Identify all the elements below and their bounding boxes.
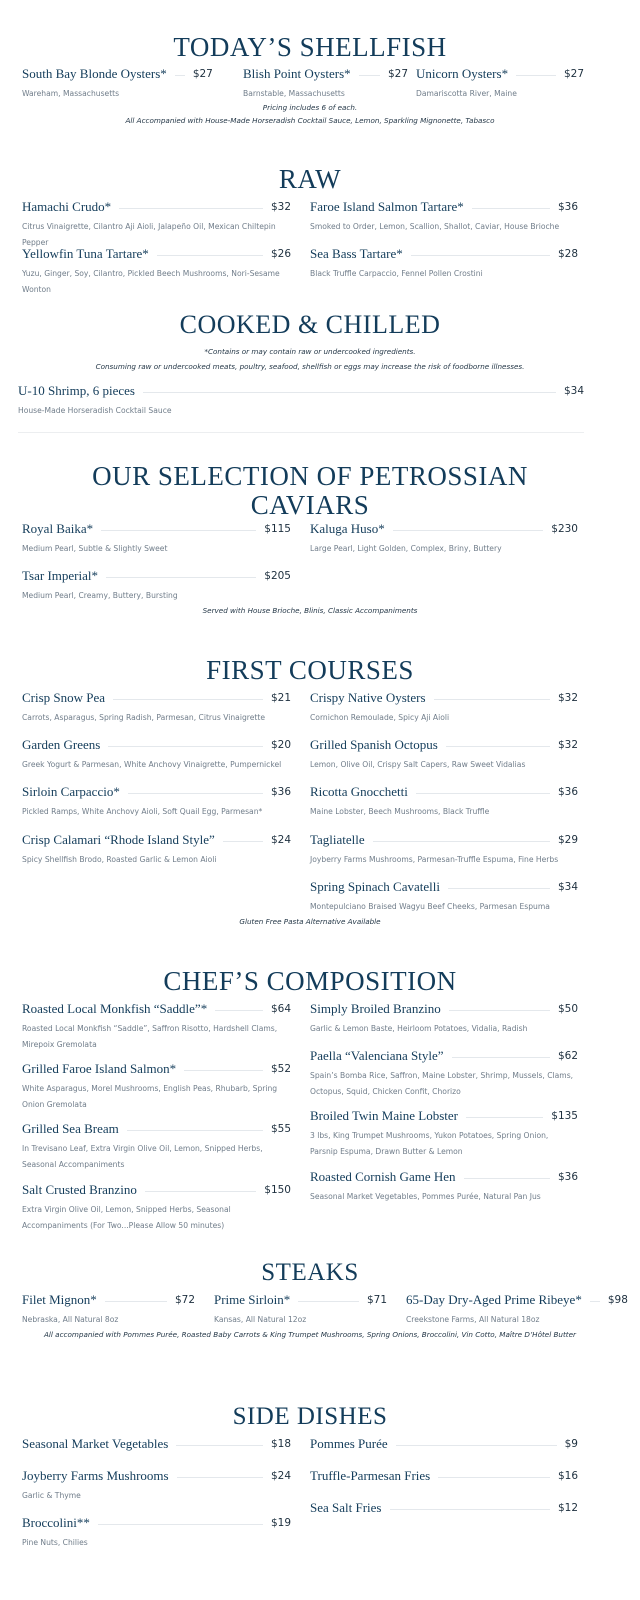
menu-item[interactable] bbox=[22, 737, 291, 773]
item-name: Truffle-Parmesan Fries bbox=[310, 1468, 431, 1483]
item-description: Yuzu, Ginger, Soy, Cilantro, Pickled Beech Mushrooms, Nori-Sesame Wonton bbox=[22, 269, 280, 294]
leader-dots bbox=[128, 793, 263, 794]
item-description: Carrots, Asparagus, Spring Radish, Parmesan, Citrus Vinaigrette bbox=[22, 713, 266, 722]
menu-item[interactable] bbox=[22, 784, 291, 820]
title-line: OUR SELECTION OF PETROSSIAN bbox=[92, 461, 528, 491]
item-name: 65-Day Dry-Aged Prime Ribeye* bbox=[406, 1292, 582, 1307]
item-description: Kansas, All Natural 12oz bbox=[214, 1315, 307, 1324]
item-name: South Bay Blonde Oysters* bbox=[22, 66, 167, 81]
item-description: Barnstable, Massachusetts bbox=[243, 89, 345, 98]
leader-dots bbox=[516, 75, 556, 76]
item-price: $24 bbox=[270, 1470, 291, 1482]
item-name: U-10 Shrimp, 6 pieces bbox=[18, 383, 135, 398]
section-title-first-courses: FIRST COURSES bbox=[206, 655, 414, 685]
item-price: $50 bbox=[557, 1003, 578, 1015]
accompaniment-note: All Accompanied with House-Made Horseradish Cocktail Sauce, Lemon, Sparkling Mignonette, Tabasco bbox=[125, 116, 495, 125]
item-name: Spring Spinach Cavatelli bbox=[310, 879, 440, 894]
leader-dots bbox=[452, 1057, 550, 1058]
item-description: Garlic & Thyme bbox=[22, 1491, 81, 1500]
item-price: $29 bbox=[557, 834, 578, 846]
menu-item[interactable] bbox=[310, 521, 578, 557]
item-description: In Trevisano Leaf, Extra Virgin Olive Oil, Lemon, Snipped Herbs, Seasonal Accompaniments bbox=[22, 1144, 263, 1169]
item-price: $12 bbox=[557, 1502, 578, 1514]
item-description: Maine Lobster, Beech Mushrooms, Black Truffle bbox=[310, 807, 490, 816]
menu-item[interactable] bbox=[22, 66, 213, 102]
menu-item[interactable] bbox=[310, 737, 578, 773]
item-name: Grilled Sea Bream bbox=[22, 1121, 119, 1136]
item-name: Prime Sirloin* bbox=[214, 1292, 291, 1307]
item-name: Sea Bass Tartare* bbox=[310, 246, 403, 261]
menu-item[interactable] bbox=[22, 1292, 195, 1328]
item-name: Hamachi Crudo* bbox=[22, 199, 112, 214]
leader-dots bbox=[223, 841, 263, 842]
item-description: Cornichon Remoulade, Spicy Aji Aioli bbox=[310, 713, 450, 722]
menu-item[interactable] bbox=[310, 1048, 578, 1100]
item-description: Medium Pearl, Subtle & Slightly Sweet bbox=[22, 544, 168, 553]
item-name: Broiled Twin Maine Lobster bbox=[310, 1108, 458, 1123]
item-description: Lemon, Olive Oil, Crispy Salt Capers, Raw Sweet Vidalias bbox=[310, 760, 526, 769]
menu-item[interactable] bbox=[416, 66, 584, 102]
steak-accompaniment-note: All accompanied with Pommes Purée, Roasted Baby Carrots & King Trumpet Mushrooms, Spring Onions, Broccolini, Vin Cotto, Maître D’Hôtel Butter bbox=[43, 1330, 577, 1339]
item-price: $36 bbox=[557, 201, 578, 213]
item-description: Black Truffle Carpaccio, Fennel Pollen Crostini bbox=[310, 269, 483, 278]
item-price: $36 bbox=[557, 1171, 578, 1183]
leader-dots bbox=[145, 1191, 256, 1192]
item-price: $135 bbox=[551, 1110, 578, 1122]
item-price: $36 bbox=[270, 786, 291, 798]
item-name: Crisp Snow Pea bbox=[22, 690, 106, 705]
item-description: Large Pearl, Light Golden, Complex, Briny, Buttery bbox=[310, 544, 502, 553]
menu-item[interactable] bbox=[22, 568, 291, 604]
item-description: Greek Yogurt & Parmesan, White Anchovy Vinaigrette, Pumpernickel bbox=[22, 760, 282, 769]
item-name: Tsar Imperial* bbox=[22, 568, 98, 583]
item-description: Montepulciano Braised Wagyu Beef Cheeks, Parmesan Espuma bbox=[310, 902, 550, 911]
leader-dots bbox=[396, 1445, 557, 1446]
item-price: $205 bbox=[264, 570, 291, 582]
menu-item[interactable] bbox=[22, 832, 291, 868]
menu-item[interactable] bbox=[22, 1468, 291, 1504]
leader-dots bbox=[119, 208, 263, 209]
item-description: White Asparagus, Morel Mushrooms, English Peas, Rhubarb, Spring Onion Gremolata bbox=[22, 1084, 278, 1109]
section-title-caviars bbox=[0, 462, 620, 519]
leader-dots bbox=[446, 746, 550, 747]
item-description: Spain’s Bomba Rice, Saffron, Maine Lobster, Shrimp, Mussels, Clams, Octopus, Squid, Chicken Confit, Chorizo bbox=[310, 1071, 574, 1096]
item-name: Royal Baika* bbox=[22, 521, 94, 536]
leader-dots bbox=[464, 1178, 550, 1179]
item-name: Grilled Spanish Octopus bbox=[310, 737, 438, 752]
item-name: Salt Crusted Branzino bbox=[22, 1182, 137, 1197]
item-price: $16 bbox=[557, 1470, 578, 1482]
item-name: Simply Broiled Branzino bbox=[310, 1001, 441, 1016]
item-price: $20 bbox=[270, 739, 291, 751]
menu-item[interactable] bbox=[22, 1436, 291, 1452]
item-description: Smoked to Order, Lemon, Scallion, Shallot, Caviar, House Brioche bbox=[310, 222, 560, 231]
item-price: $26 bbox=[270, 248, 291, 260]
item-price: $115 bbox=[264, 523, 291, 535]
menu-item[interactable] bbox=[214, 1292, 387, 1328]
item-price: $24 bbox=[270, 834, 291, 846]
item-description: House-Made Horseradish Cocktail Sauce bbox=[18, 406, 172, 415]
section-title-shellfish: TODAY’S SHELLFISH bbox=[173, 32, 447, 62]
item-name: Faroe Island Salmon Tartare* bbox=[310, 199, 464, 214]
menu-item[interactable] bbox=[310, 879, 578, 915]
item-name: Pommes Purée bbox=[310, 1436, 388, 1451]
item-name: Kaluga Huso* bbox=[310, 521, 385, 536]
item-name: Crisp Calamari “Rhode Island Style” bbox=[22, 832, 215, 847]
menu-item[interactable] bbox=[310, 199, 578, 235]
section-title-steaks: STEAKS bbox=[261, 1259, 359, 1286]
item-name: Yellowfin Tuna Tartare* bbox=[22, 246, 149, 261]
menu-item[interactable] bbox=[22, 521, 291, 557]
item-name: Tagliatelle bbox=[310, 832, 365, 847]
gluten-free-note: Gluten Free Pasta Alternative Available bbox=[239, 917, 381, 926]
section-title-raw: RAW bbox=[278, 164, 342, 194]
item-name: Garden Greens bbox=[22, 737, 101, 752]
item-name: Seasonal Market Vegetables bbox=[22, 1436, 169, 1451]
caviar-note: Served with House Brioche, Blinis, Classic Accompaniments bbox=[202, 606, 418, 615]
leader-dots bbox=[438, 1477, 550, 1478]
menu-item[interactable] bbox=[310, 246, 578, 282]
leader-dots bbox=[472, 208, 550, 209]
menu-item[interactable] bbox=[310, 1108, 578, 1160]
item-price: $19 bbox=[270, 1517, 291, 1529]
item-price: $34 bbox=[557, 881, 578, 893]
item-name: Filet Mignon* bbox=[22, 1292, 97, 1307]
section-title-side-dishes: SIDE DISHES bbox=[232, 1403, 388, 1430]
raw-ingredients-note: *Contains or may contain raw or undercooked ingredients. bbox=[204, 347, 416, 356]
leader-dots bbox=[466, 1117, 543, 1118]
leader-dots bbox=[127, 1130, 263, 1131]
menu-item[interactable] bbox=[18, 383, 584, 419]
leader-dots bbox=[105, 1301, 167, 1302]
leader-dots bbox=[157, 255, 263, 256]
menu-item[interactable] bbox=[22, 1001, 291, 1053]
item-price: $150 bbox=[264, 1184, 291, 1196]
pricing-note: Pricing includes 6 of each. bbox=[262, 103, 358, 112]
item-name: Joyberry Farms Mushrooms bbox=[22, 1468, 169, 1483]
leader-dots bbox=[143, 392, 556, 393]
item-price: $18 bbox=[270, 1438, 291, 1450]
section-title-chefs-composition: CHEF’S COMPOSITION bbox=[163, 966, 457, 996]
item-price: $230 bbox=[551, 523, 578, 535]
menu-item[interactable] bbox=[406, 1292, 628, 1328]
leader-dots bbox=[393, 530, 544, 531]
item-price: $72 bbox=[174, 1294, 195, 1306]
item-name: Broccolini** bbox=[22, 1515, 90, 1530]
leader-dots bbox=[298, 1301, 359, 1302]
menu-item[interactable] bbox=[22, 1515, 291, 1551]
menu-item[interactable] bbox=[22, 1121, 291, 1173]
leader-dots bbox=[98, 1524, 263, 1525]
leader-dots bbox=[106, 577, 256, 578]
leader-dots bbox=[449, 1010, 550, 1011]
item-price: $52 bbox=[270, 1063, 291, 1075]
menu-item[interactable] bbox=[310, 832, 578, 868]
item-price: $71 bbox=[366, 1294, 387, 1306]
item-description: Seasonal Market Vegetables, Pommes Purée, Natural Pan Jus bbox=[310, 1192, 541, 1201]
item-name: Blish Point Oysters* bbox=[243, 66, 351, 81]
item-name: Roasted Cornish Game Hen bbox=[310, 1169, 456, 1184]
leader-dots bbox=[359, 75, 380, 76]
leader-dots bbox=[434, 699, 550, 700]
item-name: Grilled Faroe Island Salmon* bbox=[22, 1061, 177, 1076]
item-description: Pine Nuts, Chilies bbox=[22, 1538, 88, 1547]
item-description: Extra Virgin Olive Oil, Lemon, Snipped Herbs, Seasonal Accompaniments (For Two...Please Allow 50 minutes) bbox=[22, 1205, 231, 1230]
title-line: CAVIARS bbox=[250, 490, 370, 520]
item-description: Joyberry Farms Mushrooms, Parmesan-Truffle Espuma, Fine Herbs bbox=[310, 855, 559, 864]
menu-item[interactable] bbox=[310, 784, 578, 820]
menu-item[interactable] bbox=[310, 1468, 578, 1484]
item-description: Wareham, Massachusetts bbox=[22, 89, 120, 98]
section-divider bbox=[18, 432, 584, 433]
section-title-cooked-chilled: COOKED & CHILLED bbox=[179, 310, 441, 339]
item-description: Creekstone Farms, All Natural 18oz bbox=[406, 1315, 540, 1324]
foodborne-illness-note: Consuming raw or undercooked meats, poultry, seafood, shellfish or eggs may increase the risk of foodborne illnesses. bbox=[95, 362, 525, 371]
item-description: Medium Pearl, Creamy, Buttery, Bursting bbox=[22, 591, 178, 600]
item-price: $32 bbox=[557, 739, 578, 751]
item-description: Garlic & Lemon Baste, Heirloom Potatoes, Vidalia, Radish bbox=[310, 1024, 528, 1033]
leader-dots bbox=[101, 530, 256, 531]
item-price: $27 bbox=[192, 68, 213, 80]
item-description: Citrus Vinaigrette, Cilantro Aji Aioli, Jalapeño Oil, Mexican Chiltepin Pepper bbox=[22, 222, 276, 247]
item-description: Pickled Ramps, White Anchovy Aioli, Soft Quail Egg, Parmesan* bbox=[22, 807, 263, 816]
leader-dots bbox=[390, 1509, 550, 1510]
menu-item[interactable] bbox=[310, 1169, 578, 1205]
item-price: $21 bbox=[270, 692, 291, 704]
item-price: $62 bbox=[557, 1050, 578, 1062]
item-price: $64 bbox=[270, 1003, 291, 1015]
item-price: $9 bbox=[564, 1438, 578, 1450]
item-price: $98 bbox=[607, 1294, 628, 1306]
item-name: Ricotta Gnocchetti bbox=[310, 784, 408, 799]
menu-item[interactable] bbox=[310, 1500, 578, 1516]
leader-dots bbox=[373, 841, 550, 842]
leader-dots bbox=[176, 1445, 263, 1446]
item-name: Paella “Valenciana Style” bbox=[310, 1048, 444, 1063]
menu-item[interactable] bbox=[22, 199, 291, 251]
menu-item[interactable] bbox=[310, 1001, 578, 1037]
leader-dots bbox=[411, 255, 550, 256]
item-name: Crispy Native Oysters bbox=[310, 690, 426, 705]
menu-item[interactable] bbox=[22, 246, 291, 298]
leader-dots bbox=[215, 1010, 263, 1011]
leader-dots bbox=[177, 1477, 263, 1478]
leader-dots bbox=[590, 1301, 600, 1302]
item-price: $34 bbox=[563, 385, 584, 397]
item-name: Sirloin Carpaccio* bbox=[22, 784, 120, 799]
leader-dots bbox=[108, 746, 263, 747]
item-price: $32 bbox=[557, 692, 578, 704]
leader-dots bbox=[113, 699, 263, 700]
menu-item[interactable] bbox=[310, 1436, 578, 1452]
item-description: Spicy Shellfish Brodo, Roasted Garlic & Lemon Aioli bbox=[22, 855, 217, 864]
item-price: $55 bbox=[270, 1123, 291, 1135]
leader-dots bbox=[416, 793, 550, 794]
leader-dots bbox=[184, 1070, 263, 1071]
item-description: Damariscotta River, Maine bbox=[416, 89, 517, 98]
item-description: Roasted Local Monkfish “Saddle”, Saffron Risotto, Hardshell Clams, Mirepoix Gremolata bbox=[22, 1024, 278, 1049]
leader-dots bbox=[448, 888, 550, 889]
item-price: $28 bbox=[557, 248, 578, 260]
leader-dots bbox=[175, 75, 185, 76]
menu-item[interactable] bbox=[22, 1061, 291, 1113]
item-price: $27 bbox=[563, 68, 584, 80]
item-description: 3 lbs, King Trumpet Mushrooms, Yukon Potatoes, Spring Onion, Parsnip Espuma, Drawn Butter & Lemon bbox=[310, 1131, 549, 1156]
item-name: Sea Salt Fries bbox=[310, 1500, 382, 1515]
item-price: $36 bbox=[557, 786, 578, 798]
item-name: Unicorn Oysters* bbox=[416, 66, 509, 81]
menu-item[interactable] bbox=[22, 1182, 291, 1234]
menu-item[interactable] bbox=[310, 690, 578, 726]
menu-item[interactable] bbox=[22, 690, 291, 726]
menu-item[interactable] bbox=[243, 66, 408, 102]
item-price: $27 bbox=[387, 68, 408, 80]
item-price: $32 bbox=[270, 201, 291, 213]
item-name: Roasted Local Monkfish “Saddle”* bbox=[22, 1001, 208, 1016]
item-description: Nebraska, All Natural 8oz bbox=[22, 1315, 119, 1324]
